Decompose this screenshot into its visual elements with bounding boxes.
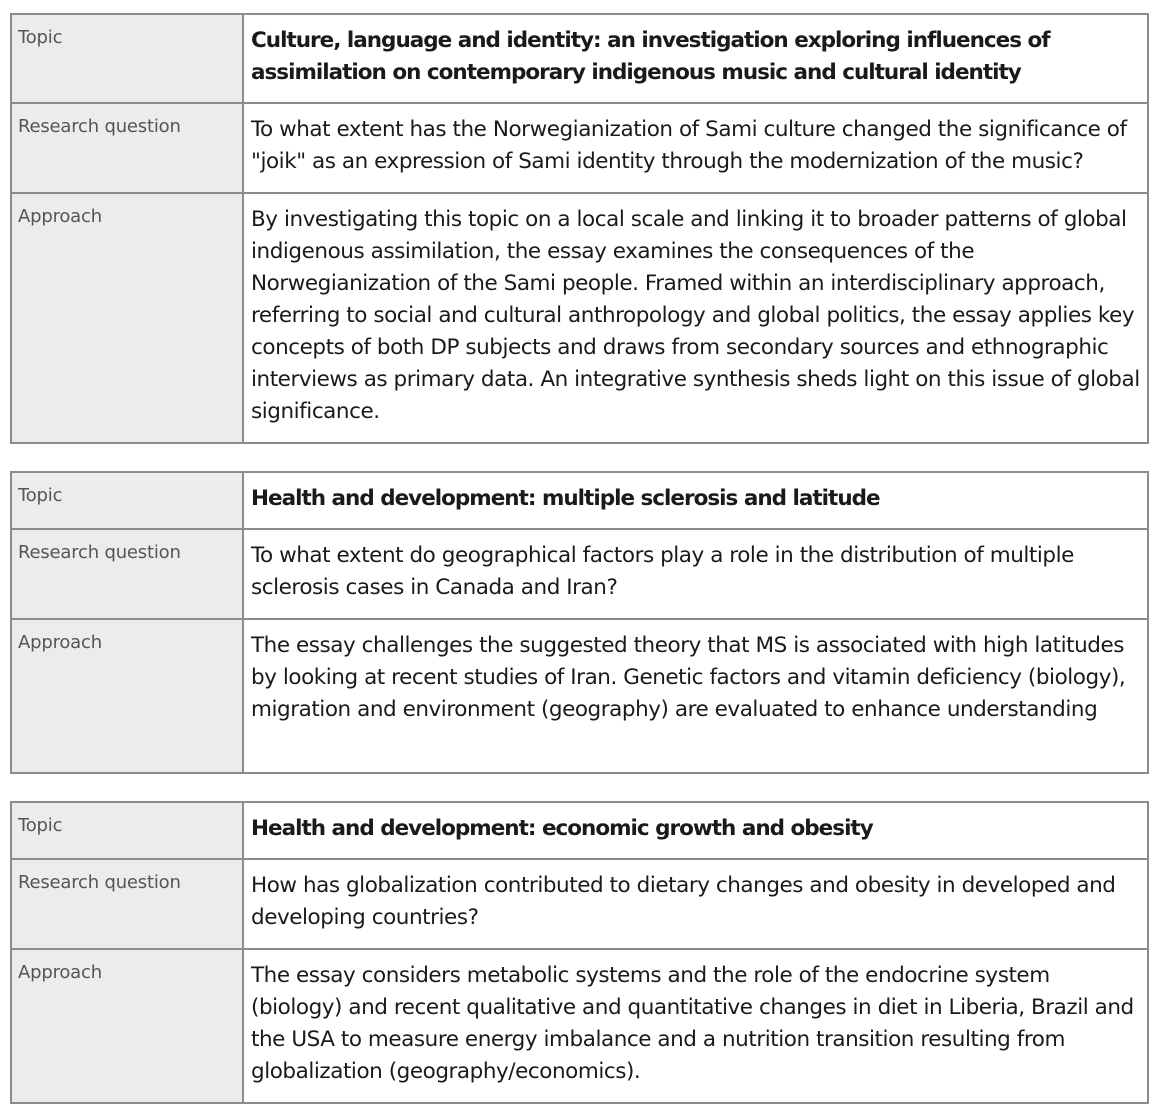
approach-value: The essay considers metabolic systems and the role of the endocrine system (biology) and recent qualitative and quantitative changes in diet in Liberia, Brazil and the USA to measure energy imbalance and a nutrition transition resulting from globalization (geography/economics). xyxy=(243,949,1148,1103)
approach-label: Approach xyxy=(11,193,243,443)
research-question-value: How has globalization contributed to dietary changes and obesity in developed and developing countries? xyxy=(243,859,1148,949)
essay-table-2 xyxy=(10,471,1149,774)
topic-value: Culture, language and identity: an investigation exploring influences of assimilation on contemporary indigenous music and cultural identity xyxy=(243,14,1148,103)
research-question-label: Research question xyxy=(11,859,243,949)
research-question-row xyxy=(11,529,1148,619)
topic-row xyxy=(11,802,1148,859)
research-question-row xyxy=(11,859,1148,949)
topic-label: Topic xyxy=(11,802,243,859)
topic-row xyxy=(11,14,1148,103)
topic-label: Topic xyxy=(11,472,243,529)
research-question-row xyxy=(11,103,1148,193)
approach-value: The essay challenges the suggested theory that MS is associated with high latitudes by looking at recent studies of Iran. Genetic factors and vitamin deficiency (biology), migration and environment (geography) are evaluated to enhance understanding xyxy=(243,619,1148,773)
approach-value: By investigating this topic on a local scale and linking it to broader patterns of global indigenous assimilation, the essay examines the consequences of the Norwegianization of the Sami people. Framed within an interdisciplinary approach, referring to social and cultural anthropology and global politics, the essay applies key concepts of both DP subjects and draws from secondary sources and ethnographic interviews as primary data. An integrative synthesis sheds light on this issue of global significance. xyxy=(243,193,1148,443)
essay-table-1 xyxy=(10,13,1149,444)
topic-value: Health and development: multiple sclerosis and latitude xyxy=(243,472,1148,529)
research-question-label: Research question xyxy=(11,103,243,193)
approach-label: Approach xyxy=(11,619,243,773)
approach-row xyxy=(11,193,1148,443)
approach-row xyxy=(11,949,1148,1103)
approach-row xyxy=(11,619,1148,773)
topic-row xyxy=(11,472,1148,529)
research-question-value: To what extent has the Norwegianization of Sami culture changed the significance of "joik" as an expression of Sami identity through the modernization of the music? xyxy=(243,103,1148,193)
topic-value: Health and development: economic growth and obesity xyxy=(243,802,1148,859)
topic-label: Topic xyxy=(11,14,243,103)
essay-table-3 xyxy=(10,801,1149,1104)
research-question-label: Research question xyxy=(11,529,243,619)
approach-label: Approach xyxy=(11,949,243,1103)
research-question-value: To what extent do geographical factors play a role in the distribution of multiple sclerosis cases in Canada and Iran? xyxy=(243,529,1148,619)
